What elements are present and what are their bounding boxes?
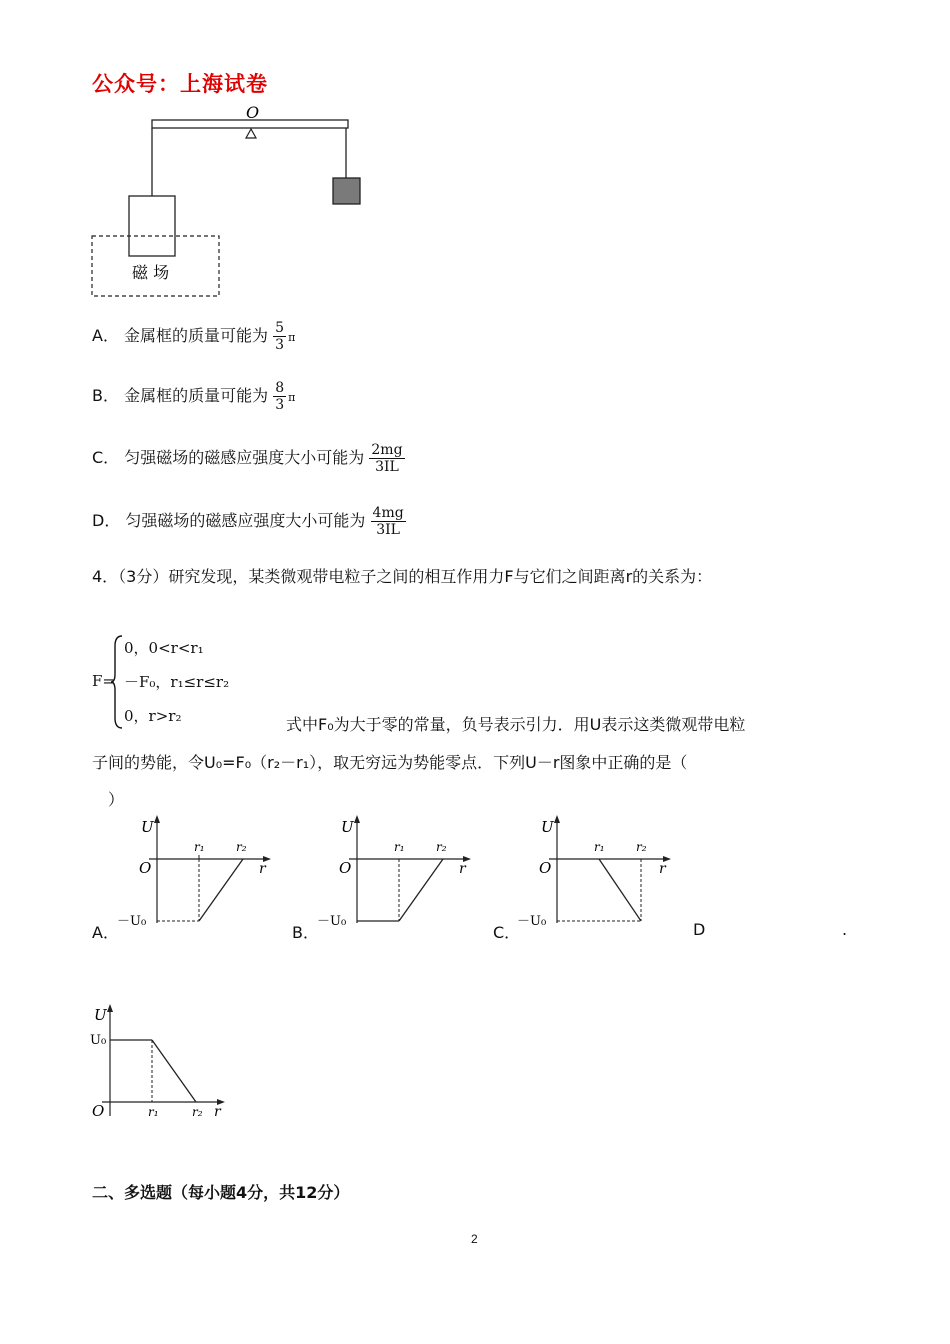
q4-line-1: 式中F₀为大于零的常量，负号表示引力．用U表示这类微观带电粒 bbox=[286, 715, 746, 734]
r1-label: r₁ bbox=[594, 840, 605, 854]
curve-segment bbox=[599, 859, 641, 921]
curve-segment bbox=[199, 859, 243, 921]
r1-label: r₁ bbox=[194, 840, 205, 854]
graph-c bbox=[515, 815, 680, 930]
option-text: 金属框的质量可能为 bbox=[124, 326, 269, 345]
graph-option-c: C． bbox=[493, 923, 521, 942]
piecewise-case-2: －F₀，r₁≤r≤r₂ bbox=[124, 673, 230, 691]
balance-figure bbox=[88, 100, 378, 300]
option-text: 匀强磁场的磁感应强度大小可能为 bbox=[124, 448, 365, 467]
graph-option-d: D bbox=[693, 920, 706, 939]
r-label: r bbox=[659, 861, 666, 877]
r-label: r bbox=[459, 861, 466, 877]
u-label: U bbox=[541, 818, 554, 836]
u0-label: U₀ bbox=[90, 1033, 107, 1048]
option-a bbox=[92, 320, 295, 353]
fraction bbox=[273, 320, 286, 353]
u-label: U bbox=[141, 818, 154, 836]
neg-u0-label: －U₀ bbox=[317, 914, 347, 929]
u-axis-arrow bbox=[354, 815, 360, 823]
page-number: 2 bbox=[471, 1232, 478, 1246]
neg-u0-label: －U₀ bbox=[517, 914, 547, 929]
fraction-numerator: 4mg bbox=[372, 505, 404, 521]
u-axis-arrow bbox=[554, 815, 560, 823]
fraction-denominator: 3 bbox=[275, 337, 285, 353]
piecewise-case-1: 0，0<r<r₁ bbox=[124, 639, 204, 657]
fraction-numerator: 8 bbox=[275, 380, 285, 396]
fraction-denominator: 3IL bbox=[375, 459, 399, 475]
r2-label: r₂ bbox=[236, 840, 247, 854]
page-header: 公众号：上海试卷 bbox=[92, 72, 268, 96]
option-text: 金属框的质量可能为 bbox=[124, 386, 269, 405]
option-letter: C． bbox=[92, 448, 120, 467]
pivot-triangle bbox=[246, 129, 256, 138]
q4-line-2: 子间的势能，令U₀=F₀（r₂－r₁），取无穷远为势能零点．下列U－r图象中正确的是（ bbox=[92, 753, 688, 772]
option-d-period: . bbox=[842, 920, 848, 939]
counterweight bbox=[333, 178, 360, 204]
option-letter: D． bbox=[92, 511, 121, 530]
u-axis-arrow bbox=[154, 815, 160, 823]
fraction-suffix: π bbox=[288, 391, 296, 404]
fraction-denominator: 3IL bbox=[376, 522, 400, 538]
q4-line-3: ） bbox=[92, 790, 125, 809]
fraction-numerator: 5 bbox=[275, 320, 285, 336]
q4-stem: 4．（3分）研究发现，某类微观带电粒子之间的相互作用力F与它们之间距离r的关系为： bbox=[92, 567, 713, 586]
curve-segment bbox=[399, 859, 443, 921]
neg-u0-label: －U₀ bbox=[117, 914, 147, 929]
r2-label: r₂ bbox=[436, 840, 447, 854]
graph-option-a: A． bbox=[92, 923, 119, 942]
fraction-numerator: 2mg bbox=[371, 442, 403, 458]
graph-d bbox=[88, 1002, 238, 1120]
fraction bbox=[369, 442, 404, 475]
r-label: r bbox=[259, 861, 266, 877]
origin-label: O bbox=[339, 859, 352, 877]
section-heading: 二、多选题（每小题4分，共12分） bbox=[92, 1183, 350, 1202]
u-label: U bbox=[94, 1006, 107, 1024]
r1-label: r₁ bbox=[148, 1105, 159, 1119]
graph-b bbox=[315, 815, 480, 930]
r2-label: r₂ bbox=[192, 1105, 203, 1119]
graph-a bbox=[115, 815, 280, 930]
origin-label: O bbox=[139, 859, 152, 877]
r1-label: r₁ bbox=[394, 840, 405, 854]
u-label: U bbox=[341, 818, 354, 836]
option-letter: A． bbox=[92, 326, 119, 345]
pivot-label: O bbox=[246, 103, 260, 122]
piecewise-lhs: F= bbox=[92, 672, 115, 690]
u-axis-arrow bbox=[107, 1004, 113, 1012]
r2-label: r₂ bbox=[636, 840, 647, 854]
option-c bbox=[92, 442, 405, 475]
option-b bbox=[92, 380, 295, 413]
fraction bbox=[273, 380, 286, 413]
graph-option-b: B． bbox=[292, 923, 319, 942]
piecewise-brace bbox=[110, 634, 124, 730]
fraction bbox=[371, 505, 406, 538]
fraction-suffix: π bbox=[288, 331, 296, 344]
option-letter: B． bbox=[92, 386, 119, 405]
origin-label: O bbox=[92, 1102, 105, 1120]
curve-segment bbox=[152, 1040, 196, 1102]
r-label: r bbox=[214, 1104, 221, 1120]
option-d bbox=[92, 505, 406, 538]
fraction-denominator: 3 bbox=[275, 397, 285, 413]
metal-frame bbox=[129, 196, 175, 256]
origin-label: O bbox=[539, 859, 552, 877]
field-label: 磁 场 bbox=[132, 263, 170, 282]
piecewise-case-3: 0，r>r₂ bbox=[124, 707, 182, 725]
option-text: 匀强磁场的磁感应强度大小可能为 bbox=[125, 511, 366, 530]
